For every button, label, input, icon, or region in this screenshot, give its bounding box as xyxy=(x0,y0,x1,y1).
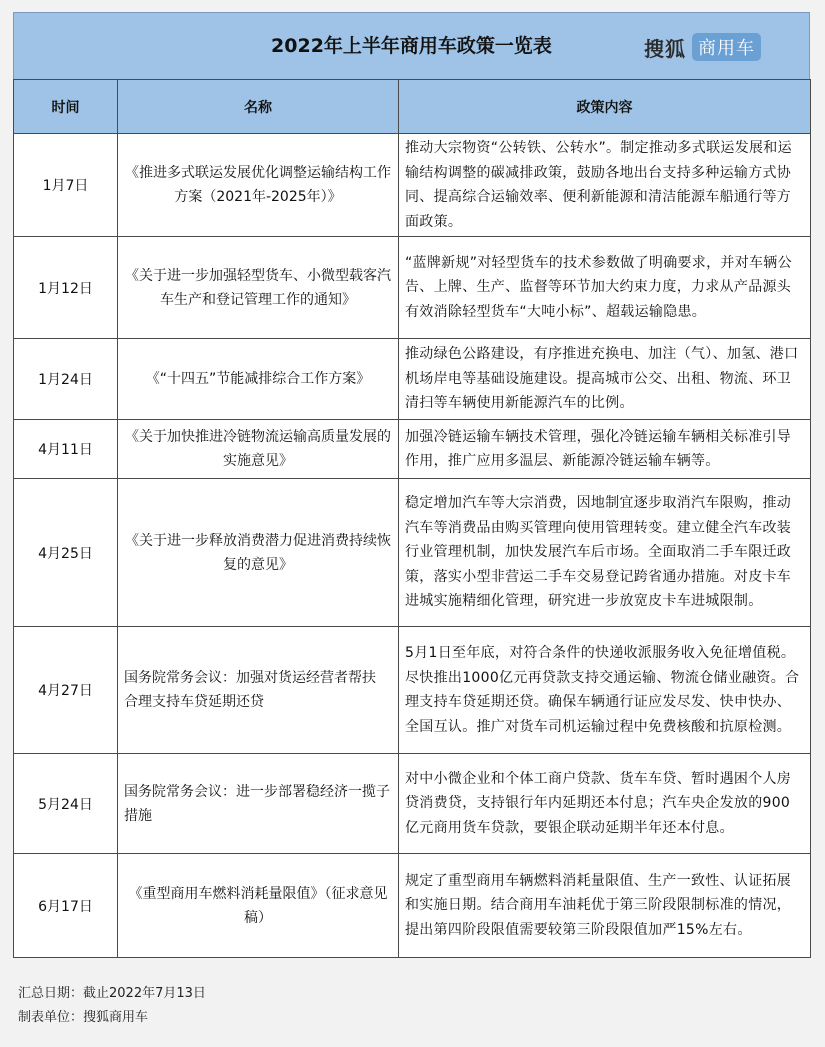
header-time: 时间 xyxy=(14,80,118,134)
row-content: “蓝牌新规”对轻型货车的技术参数做了明确要求，并对车辆公告、上牌、生产、监督等环节加大约束力度，力求从产品源头有效消除轻型货车“大吨小标”、超载运输隐患。 xyxy=(399,237,811,339)
policy-table xyxy=(13,79,811,958)
row-name: 《重型商用车燃料消耗量限值》（征求意见稿） xyxy=(118,854,399,958)
table-row xyxy=(14,237,811,339)
sohu-logo xyxy=(644,32,761,62)
summary-date: 汇总日期：截止2022年7月13日 xyxy=(18,986,206,1001)
row-date: 1月24日 xyxy=(14,339,118,420)
footer-notes xyxy=(18,982,206,1030)
table-header-row xyxy=(14,80,811,134)
row-name: 《关于进一步释放消费潜力促进消费持续恢复的意见》 xyxy=(118,479,399,627)
row-date: 1月12日 xyxy=(14,237,118,339)
row-date: 4月25日 xyxy=(14,479,118,627)
row-name: 《关于加快推进冷链物流运输高质量发展的实施意见》 xyxy=(118,420,399,479)
table-row xyxy=(14,134,811,237)
row-content: 推动大宗物资“公转铁、公转水”。制定推动多式联运发展和运输结构调整的碳减排政策，鼓励各地出台支持多种运输方式协同、提高综合运输效率、便利新能源和清洁能源车船通行等方面政策。 xyxy=(399,134,811,237)
row-content: 对中小微企业和个体工商户贷款、货车车贷、暂时遇困个人房贷消费贷，支持银行年内延期还本付息；汽车央企发放的900亿元商用货车贷款，要银企联动延期半年还本付息。 xyxy=(399,754,811,854)
logo-badge: 商用车 xyxy=(692,33,761,61)
table-row xyxy=(14,479,811,627)
row-date: 6月17日 xyxy=(14,854,118,958)
row-date: 5月24日 xyxy=(14,754,118,854)
row-name: 国务院常务会议：进一步部署稳经济一揽子措施 xyxy=(118,754,399,854)
row-content: 规定了重型商用车辆燃料消耗量限值、生产一致性、认证拓展和实施日期。结合商用车油耗优于第三阶段限制标准的情况，提出第四阶段限值需要较第三阶段限值加严15%左右。 xyxy=(399,854,811,958)
row-name: 国务院常务会议：加强对货运经营者帮扶 合理支持车贷延期还贷 xyxy=(118,627,399,754)
policy-table-container xyxy=(13,12,810,958)
row-date: 4月11日 xyxy=(14,420,118,479)
table-maker: 制表单位：搜狐商用车 xyxy=(18,1010,149,1025)
table-row xyxy=(14,754,811,854)
table-row xyxy=(14,339,811,420)
table-row xyxy=(14,420,811,479)
row-name: 《“十四五”节能减排综合工作方案》 xyxy=(118,339,399,420)
row-content: 推动绿色公路建设，有序推进充换电、加注（气）、加氢、港口机场岸电等基础设施建设。提高城市公交、出租、物流、环卫清扫等车辆使用新能源汽车的比例。 xyxy=(399,339,811,420)
row-content: 加强冷链运输车辆技术管理，强化冷链运输车辆相关标准引导作用，推广应用多温层、新能源冷链运输车辆等。 xyxy=(399,420,811,479)
header-name: 名称 xyxy=(118,80,399,134)
logo-text: 搜狐 xyxy=(644,36,686,61)
row-date: 4月27日 xyxy=(14,627,118,754)
page-title: 2022年上半年商用车政策一览表 xyxy=(271,35,552,57)
row-name: 《关于进一步加强轻型货车、小微型载客汽车生产和登记管理工作的通知》 xyxy=(118,237,399,339)
title-bar xyxy=(13,12,810,79)
header-content: 政策内容 xyxy=(399,80,811,134)
row-content: 5月1日至年底，对符合条件的快递收派服务收入免征增值税。尽快推出1000亿元再贷款支持交通运输、物流仓储业融资。合理支持车贷延期还贷。确保车辆通行证应发尽发、快申快办、全国互认。推广对货车司机运输过程中免费核酸和抗原检测。 xyxy=(399,627,811,754)
row-name: 《推进多式联运发展优化调整运输结构工作方案（2021年-2025年）》 xyxy=(118,134,399,237)
row-date: 1月7日 xyxy=(14,134,118,237)
table-row xyxy=(14,627,811,754)
row-content: 稳定增加汽车等大宗消费，因地制宜逐步取消汽车限购，推动汽车等消费品由购买管理向使用管理转变。建立健全汽车改装行业管理机制，加快发展汽车后市场。全面取消二手车限迁政策，落实小型非营运二手车交易登记跨省通办措施。对皮卡车进城实施精细化管理，研究进一步放宽皮卡车进城限制。 xyxy=(399,479,811,627)
table-row xyxy=(14,854,811,958)
